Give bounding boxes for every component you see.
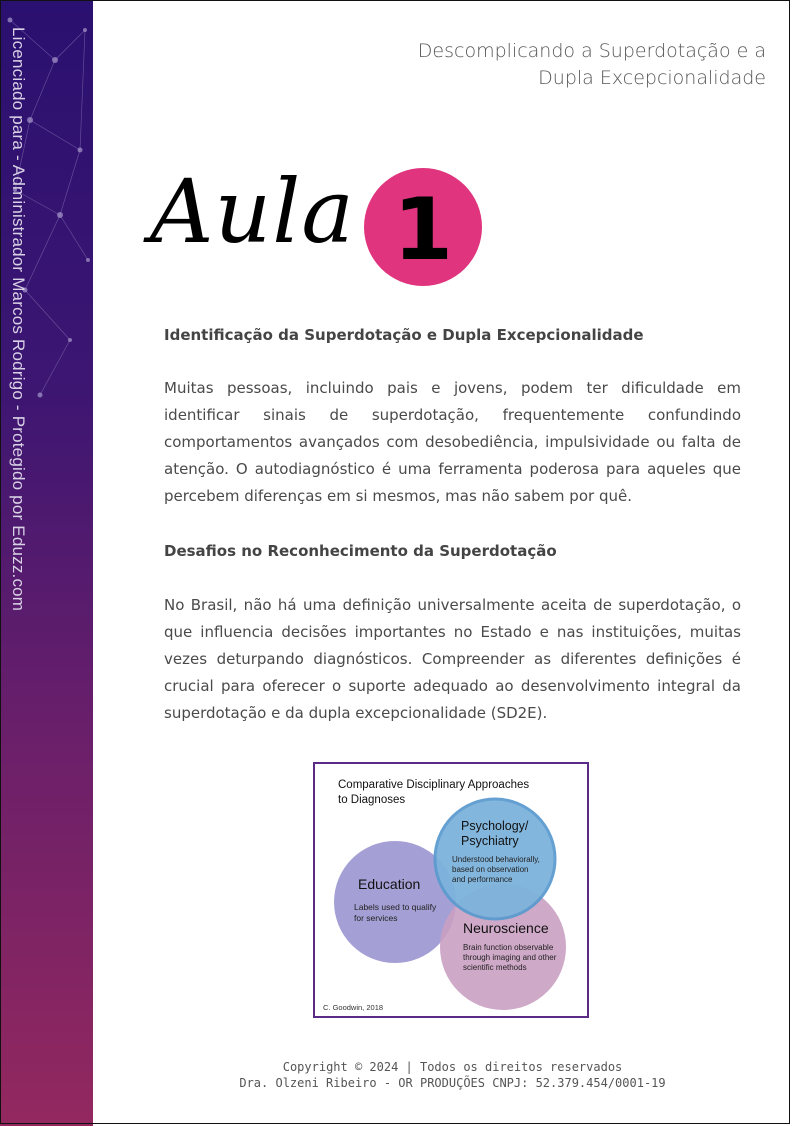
section-body-2: No Brasil, não há uma definição universalmente aceita de superdotação, o que influencia decisões importantes no Estado e nas instituições, muitas vezes deturpando diagnósticos. Compreender as diferentes definições é crucial para oferecer o suporte adequado ao desenvolvimento integral da superdotação e da dupla excepcionalidade (SD2E). [164, 596, 741, 722]
venn-diagram [315, 764, 587, 1016]
psychology-desc-line-3: and performance [452, 875, 513, 884]
document-footer [164, 1059, 741, 1091]
psychology-desc-line-1: Understood behaviorally, [452, 855, 540, 864]
figure-title-line-2: to Diagnoses [338, 794, 406, 806]
lesson-number-badge [364, 168, 482, 286]
header-line-2: Dupla Excepcionalidade [538, 67, 766, 89]
neuroscience-desc-line-1: Brain function observable [463, 943, 554, 952]
sidebar-band [0, 0, 93, 1126]
document-header [346, 38, 766, 92]
neuroscience-desc-line-3: scientific methods [463, 963, 527, 972]
lesson-title: Aula [150, 160, 355, 263]
education-desc-line-1: Labels used to qualify [354, 902, 437, 912]
figure-title-line-1: Comparative Disciplinary Approaches [338, 779, 530, 791]
lesson-number: 1 [393, 180, 453, 280]
psychology-label-line-1: Psychology/ [461, 819, 529, 833]
header-line-1: Descomplicando a Superdotação e a [417, 40, 766, 62]
footer-copyright: Copyright © 2024 | Todos os direitos reservados [282, 1060, 623, 1074]
neuroscience-label: Neuroscience [463, 920, 549, 936]
section-heading-1: Identificação da Superdotação e Dupla Excepcionalidade [164, 326, 644, 344]
venn-diagram-figure [313, 762, 589, 1018]
neuroscience-desc-line-2: through imaging and other [463, 953, 557, 962]
section-body-1: Muitas pessoas, incluindo pais e jovens, podem ter dificuldade em identificar sinais de superdotação, frequentemente confundindo comportamentos avançados com desobediência, impulsividade ou falta de atenção. O autodiagnóstico é uma ferramenta poderosa para aqueles que percebem diferenças em si mesmos, mas não sabem por quê. [164, 379, 741, 505]
figure-credit: C. Goodwin, 2018 [323, 1003, 384, 1012]
footer-company: Dra. Olzeni Ribeiro - OR PRODUÇÕES CNPJ: 52.379.454/0001-19 [239, 1076, 666, 1090]
section-heading-2: Desafios no Reconhecimento da Superdotação [164, 542, 557, 560]
license-watermark: Licenciado para - Administrador Marcos Rodrigo - Protegido por Eduzz.com [9, 27, 28, 612]
education-desc-line-2: for services [354, 913, 398, 923]
psychology-label-line-2: Psychiatry [461, 834, 519, 848]
education-label: Education [358, 876, 421, 892]
psychology-desc-line-2: based on observation [452, 865, 529, 874]
